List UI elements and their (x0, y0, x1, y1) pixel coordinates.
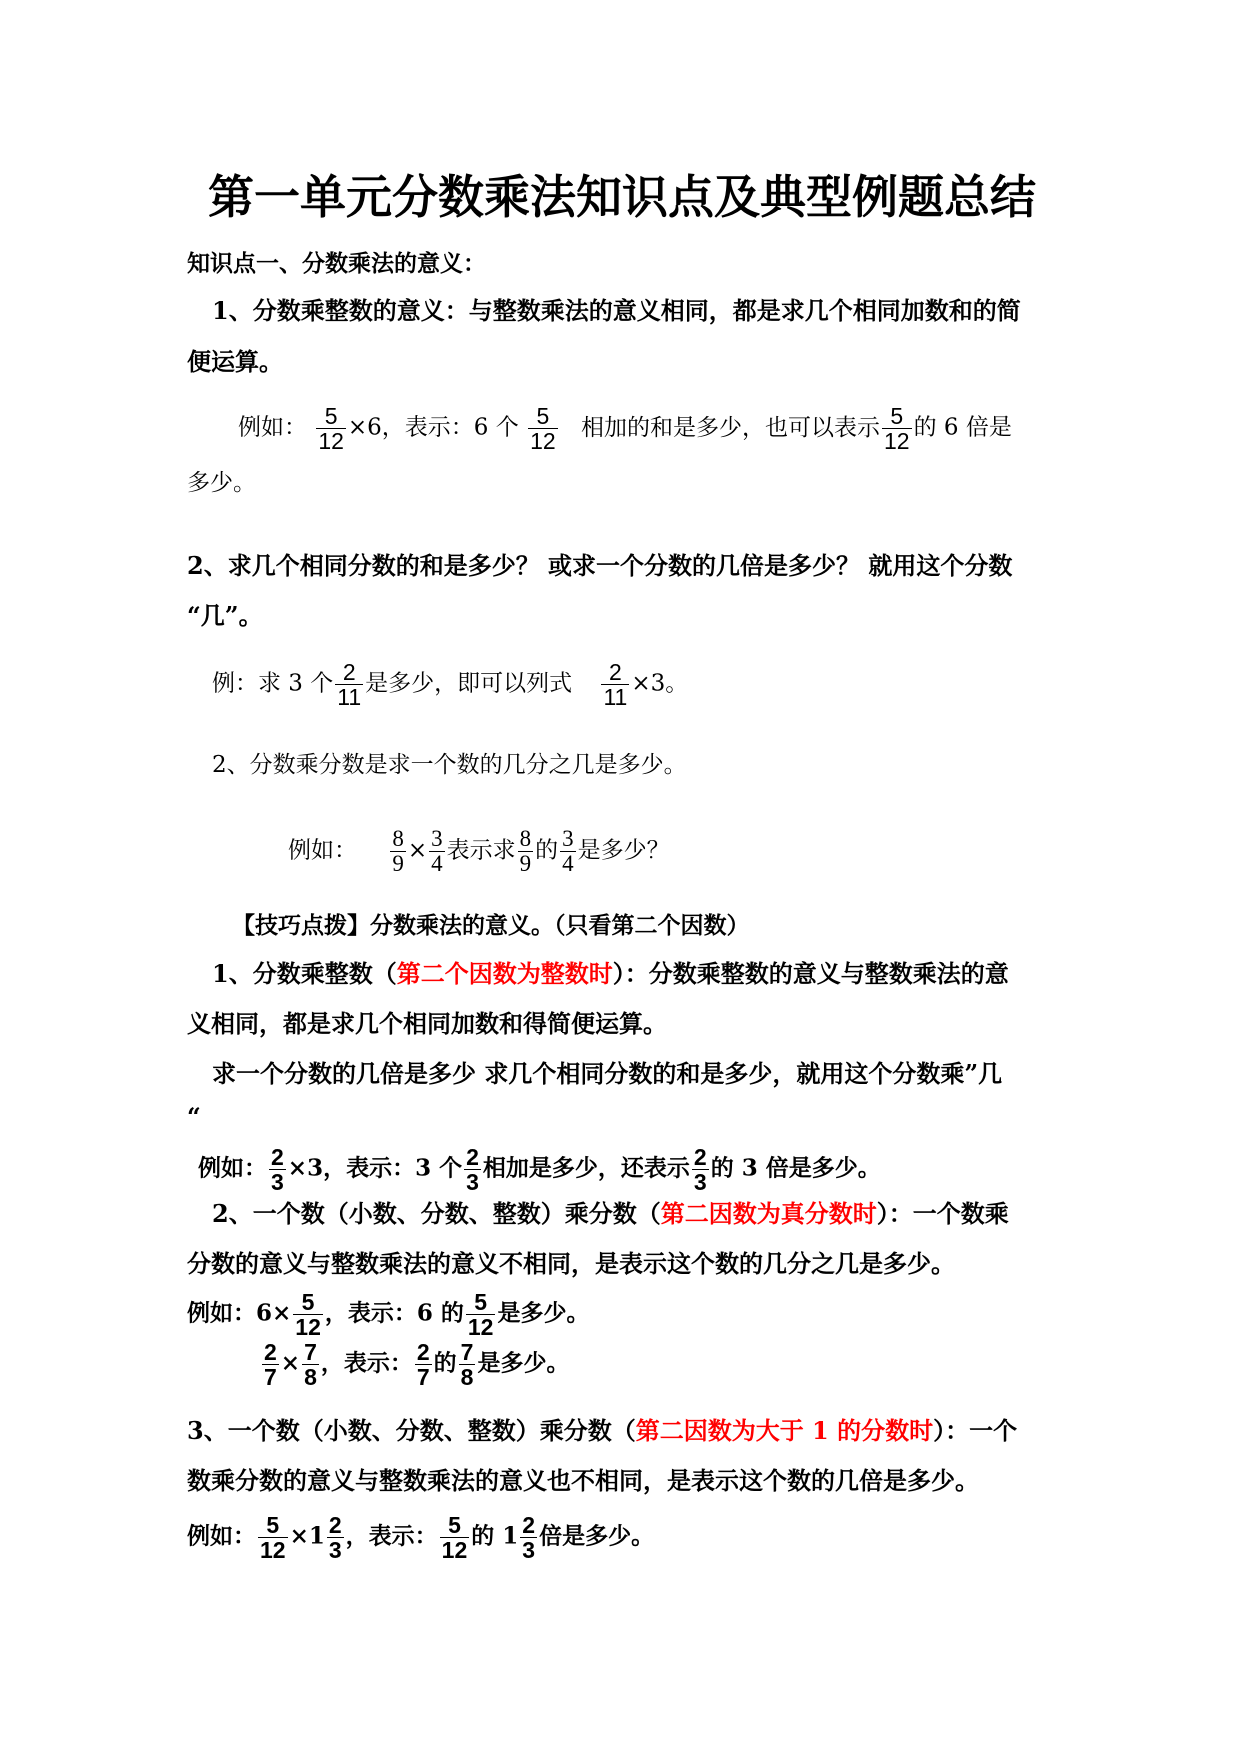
fraction: $\frac{2}{11}$ (603, 659, 628, 711)
example-text: 是多少。 (477, 1349, 570, 1377)
paragraph (187, 1417, 1017, 1446)
example-text: 的 6 倍是 (913, 414, 1012, 441)
fraction: $\frac{2}{11}$ (337, 659, 362, 711)
paragraph: 数乘分数的意义与整数乘法的意义也不相同，是表示这个数的几倍是多少。 (187, 1466, 979, 1495)
example-text: ×1 (289, 1522, 325, 1550)
example-text: 的 3 倍是多少。 (710, 1154, 881, 1182)
fraction: $\frac{7}{8}$ (304, 1339, 317, 1391)
paragraph-text: 3、一个数（小数、分数、整数）乘分数（ (187, 1416, 636, 1445)
example-label: 例如： (187, 1522, 256, 1550)
fraction: $\frac{5}{12}$ (530, 403, 556, 455)
fraction: $\frac{5}{12}$ (883, 403, 910, 455)
example-label: 例如： (198, 1154, 267, 1182)
example-text: 相加是多少，还表示 (482, 1154, 690, 1182)
paragraph: 2、求几个相同分数的和是多少？ 或求一个分数的几倍是多少？ 就用这个分数 (187, 551, 1013, 580)
fraction: $\frac{5}{12}$ (467, 1289, 494, 1341)
fraction: $\frac{5}{12}$ (260, 1512, 286, 1564)
example-text: 表示求 (446, 837, 516, 864)
example-label: 例如： (238, 414, 307, 441)
example-text: 例如：6× (187, 1299, 292, 1327)
example-text: ，表示：6 的 (324, 1299, 464, 1327)
fraction: $\frac{3}{4}$ (562, 826, 574, 877)
fraction: $\frac{5}{12}$ (441, 1512, 468, 1564)
example-text: ，表示： (345, 1522, 438, 1550)
fraction: $\frac{2}{3}$ (466, 1144, 479, 1196)
example-line (212, 660, 688, 709)
example-text: 是多少。 (497, 1299, 590, 1327)
fraction: $\frac{3}{4}$ (431, 826, 443, 877)
paragraph (212, 1200, 1009, 1229)
highlight-text: 第二因数为真分数时 (660, 1199, 877, 1228)
fraction: $\frac{8}{9}$ (519, 826, 532, 877)
example-text: 的 1 (471, 1522, 519, 1550)
section-heading: 知识点一、分数乘法的意义： (187, 250, 486, 277)
fraction: $\frac{2}{3}$ (328, 1512, 342, 1564)
example-text: 倍是多少。 (539, 1522, 655, 1550)
paragraph-text: ）：一个 (933, 1416, 1018, 1445)
example-text: ×6，表示：6 个 (347, 414, 519, 441)
example-line (260, 1340, 569, 1389)
section-heading: 【技巧点拨】分数乘法的意义。（只看第二个因数） (232, 912, 750, 939)
example-text: 的 (433, 1349, 457, 1377)
fraction: $\frac{2}{3}$ (693, 1144, 707, 1196)
fraction: $\frac{2}{3}$ (522, 1512, 536, 1564)
example-text: 多少。 (187, 470, 256, 496)
example-text: 的 (535, 837, 559, 864)
paragraph-text: ）：分数乘整数的意义与整数乘法的意 (612, 959, 1009, 988)
paragraph: 求一个分数的几倍是多少 求几个相同分数的和是多少，就用这个分数乘”几 (212, 1059, 1003, 1088)
paragraph: 1、分数乘整数的意义：与整数乘法的意义相同，都是求几个相同加数和的简 (212, 296, 1021, 325)
example-line (198, 1145, 881, 1194)
fraction: $\frac{8}{9}$ (392, 826, 404, 877)
paragraph: “几”。 (187, 601, 263, 630)
example-line (238, 404, 1012, 453)
fraction: $\frac{5}{12}$ (295, 1289, 321, 1341)
example-line (187, 1513, 654, 1562)
example-text: 是多少？ (577, 837, 670, 864)
highlight-text: 第二因数为大于 1 的分数时 (635, 1416, 934, 1445)
example-line (187, 1290, 589, 1339)
example-label: 例如： (288, 837, 357, 864)
example-line (288, 827, 670, 876)
quote-mark: “ (187, 1102, 201, 1131)
paragraph: 义相同，都是求几个相同加数和得简便运算。 (187, 1009, 667, 1038)
paragraph-text: 1、分数乘整数（ (212, 959, 397, 988)
paragraph: 分数的意义与整数乘法的意义不相同，是表示这个数的几分之几是多少。 (187, 1249, 955, 1278)
highlight-text: 第二个因数为整数时 (396, 959, 613, 988)
example-text: 是多少，即可以列式 (365, 670, 573, 697)
paragraph-text: ）：一个数乘 (876, 1199, 1009, 1228)
page-title: 第一单元分数乘法知识点及典型例题总结 (208, 170, 1036, 224)
times-sign: × (280, 1349, 301, 1377)
example-text: ×3，表示：3 个 (287, 1154, 463, 1182)
paragraph: 2、分数乘分数是求一个数的几分之几是多少。 (212, 752, 687, 778)
fraction: $\frac{2}{7}$ (264, 1339, 277, 1391)
times-sign: × (407, 837, 428, 864)
example-text: 例：求 3 个 (212, 670, 334, 697)
fraction: $\frac{2}{7}$ (416, 1339, 430, 1391)
example-text: ×3。 (631, 670, 689, 697)
paragraph: 便运算。 (187, 347, 283, 376)
paragraph-text: 2、一个数（小数、分数、整数）乘分数（ (212, 1199, 661, 1228)
example-text: ，表示： (320, 1349, 413, 1377)
fraction: $\frac{5}{12}$ (318, 403, 344, 455)
example-text: 相加的和是多少，也可以表示 (580, 414, 880, 441)
fraction: $\frac{7}{8}$ (460, 1339, 474, 1391)
fraction: $\frac{2}{3}$ (271, 1144, 284, 1196)
paragraph (212, 960, 1009, 989)
